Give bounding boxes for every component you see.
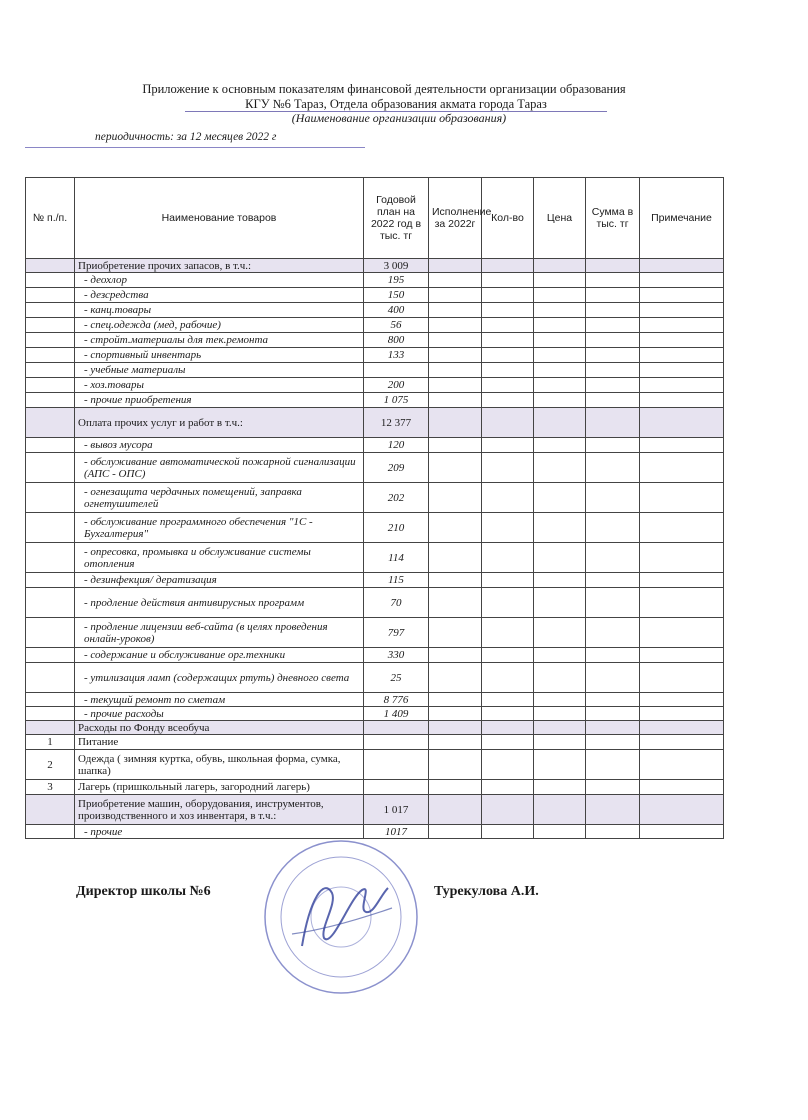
cell-quantity (482, 721, 534, 735)
table-row (26, 408, 724, 438)
cell-price (534, 648, 586, 663)
cell-quantity (482, 795, 534, 825)
cell-sum (586, 483, 640, 513)
cell-execution (429, 273, 482, 288)
cell-note (640, 483, 724, 513)
cell-sum (586, 721, 640, 735)
cell-quantity (482, 363, 534, 378)
cell-number (26, 825, 75, 839)
table-row (26, 735, 724, 750)
cell-quantity (482, 648, 534, 663)
cell-plan: 25 (364, 663, 429, 693)
col-header-name: Наименование товаров (75, 178, 364, 259)
cell-sum (586, 543, 640, 573)
cell-note (640, 588, 724, 618)
table-row (26, 693, 724, 707)
table-row (26, 780, 724, 795)
table-row (26, 333, 724, 348)
cell-quantity (482, 750, 534, 780)
cell-sum (586, 393, 640, 408)
cell-quantity (482, 663, 534, 693)
cell-plan: 8 776 (364, 693, 429, 707)
cell-price (534, 735, 586, 750)
cell-price (534, 707, 586, 721)
cell-execution (429, 318, 482, 333)
cell-name: - хоз.товары (75, 378, 364, 393)
cell-price (534, 408, 586, 438)
organization-name-text: КГУ №6 Тараз, Отдела образования акмата города Тараз (185, 97, 607, 112)
cell-quantity (482, 693, 534, 707)
cell-number (26, 721, 75, 735)
table-row (26, 378, 724, 393)
cell-name: - стройт.материалы для тек.ремонта (75, 333, 364, 348)
cell-sum (586, 438, 640, 453)
table-row (26, 825, 724, 839)
cell-number (26, 453, 75, 483)
cell-name: - опресовка, промывка и обслуживание системы отопления (75, 543, 364, 573)
cell-sum (586, 588, 640, 618)
col-header-quantity: Кол-во (482, 178, 534, 259)
cell-number (26, 259, 75, 273)
cell-note (640, 288, 724, 303)
cell-price (534, 438, 586, 453)
cell-note (640, 693, 724, 707)
cell-name: - содержание и обслуживание орг.техники (75, 648, 364, 663)
cell-price (534, 453, 586, 483)
cell-quantity (482, 333, 534, 348)
cell-plan: 3 009 (364, 259, 429, 273)
cell-sum (586, 259, 640, 273)
cell-execution (429, 483, 482, 513)
cell-sum (586, 780, 640, 795)
cell-number (26, 378, 75, 393)
cell-name: - прочие приобретения (75, 393, 364, 408)
col-header-execution: Исполнение за 2022г (429, 178, 482, 259)
cell-sum (586, 453, 640, 483)
cell-number: 2 (26, 750, 75, 780)
cell-name: Расходы по Фонду всеобуча (75, 721, 364, 735)
cell-execution (429, 438, 482, 453)
table-row (26, 750, 724, 780)
cell-name: - вывоз мусора (75, 438, 364, 453)
cell-number (26, 513, 75, 543)
cell-plan: 195 (364, 273, 429, 288)
cell-number (26, 288, 75, 303)
cell-execution (429, 363, 482, 378)
cell-quantity (482, 438, 534, 453)
cell-plan: 12 377 (364, 408, 429, 438)
organization-name (0, 97, 800, 112)
cell-note (640, 825, 724, 839)
cell-name: - продление действия антивирусных программ (75, 588, 364, 618)
cell-number (26, 408, 75, 438)
cell-quantity (482, 378, 534, 393)
cell-execution (429, 825, 482, 839)
cell-plan (364, 721, 429, 735)
cell-number (26, 707, 75, 721)
cell-quantity (482, 573, 534, 588)
cell-price (534, 288, 586, 303)
table-row (26, 588, 724, 618)
cell-price (534, 303, 586, 318)
cell-execution (429, 721, 482, 735)
cell-quantity (482, 780, 534, 795)
table-row (26, 795, 724, 825)
cell-plan: 133 (364, 348, 429, 363)
cell-plan: 56 (364, 318, 429, 333)
cell-price (534, 693, 586, 707)
table-row (26, 348, 724, 363)
cell-note (640, 318, 724, 333)
cell-quantity (482, 318, 534, 333)
cell-quantity (482, 408, 534, 438)
cell-name: Оплата прочих услуг и работ в т.ч.: (75, 408, 364, 438)
table-row (26, 573, 724, 588)
cell-plan: 115 (364, 573, 429, 588)
cell-plan: 330 (364, 648, 429, 663)
cell-number (26, 618, 75, 648)
cell-price (534, 348, 586, 363)
cell-plan: 70 (364, 588, 429, 618)
table-row (26, 393, 724, 408)
cell-note (640, 393, 724, 408)
cell-plan (364, 735, 429, 750)
cell-execution (429, 735, 482, 750)
document-title: Приложение к основным показателям финансовой деятельности организации образования (142, 82, 626, 96)
cell-plan: 114 (364, 543, 429, 573)
cell-quantity (482, 483, 534, 513)
cell-number (26, 363, 75, 378)
cell-name: Одежда ( зимняя куртка, обувь, школьная форма, сумка, шапка) (75, 750, 364, 780)
cell-quantity (482, 303, 534, 318)
cell-note (640, 438, 724, 453)
cell-execution (429, 333, 482, 348)
table-row (26, 543, 724, 573)
cell-execution (429, 543, 482, 573)
periodicity-underline (25, 147, 365, 148)
cell-execution (429, 707, 482, 721)
cell-plan: 800 (364, 333, 429, 348)
cell-number (26, 273, 75, 288)
cell-sum (586, 273, 640, 288)
cell-number: 1 (26, 735, 75, 750)
table-header-row (26, 178, 724, 259)
cell-price (534, 618, 586, 648)
cell-number (26, 333, 75, 348)
cell-quantity (482, 513, 534, 543)
cell-plan (364, 750, 429, 780)
cell-number (26, 795, 75, 825)
cell-sum (586, 573, 640, 588)
cell-sum (586, 288, 640, 303)
cell-number: 3 (26, 780, 75, 795)
cell-sum (586, 707, 640, 721)
cell-quantity (482, 393, 534, 408)
cell-number (26, 348, 75, 363)
cell-execution (429, 393, 482, 408)
cell-note (640, 259, 724, 273)
cell-name: - обслуживание программного обеспечения "1С - Бухгалтерия" (75, 513, 364, 543)
cell-price (534, 333, 586, 348)
cell-note (640, 780, 724, 795)
cell-name: - огнезащита чердачных помещений, заправка огнетушителей (75, 483, 364, 513)
cell-sum (586, 795, 640, 825)
table-row (26, 259, 724, 273)
table-row (26, 618, 724, 648)
cell-plan: 1 409 (364, 707, 429, 721)
director-name: Турекулова А.И. (434, 884, 539, 899)
cell-plan: 202 (364, 483, 429, 513)
cell-number (26, 648, 75, 663)
cell-name: Приобретение прочих запасов, в т.ч.: (75, 259, 364, 273)
cell-execution (429, 663, 482, 693)
cell-execution (429, 573, 482, 588)
cell-plan: 150 (364, 288, 429, 303)
cell-note (640, 707, 724, 721)
organization-caption: (Наименование организации образования) (291, 111, 507, 125)
cell-note (640, 378, 724, 393)
cell-number (26, 483, 75, 513)
table-row (26, 663, 724, 693)
cell-price (534, 825, 586, 839)
cell-sum (586, 378, 640, 393)
cell-note (640, 513, 724, 543)
cell-price (534, 663, 586, 693)
cell-name: Лагерь (пришкольный лагерь, загородний лагерь) (75, 780, 364, 795)
cell-sum (586, 735, 640, 750)
cell-name: - прочие (75, 825, 364, 839)
cell-execution (429, 780, 482, 795)
table-row (26, 513, 724, 543)
cell-note (640, 663, 724, 693)
cell-plan: 1017 (364, 825, 429, 839)
cell-name: - утилизация ламп (содержащих ртуть) дневного света (75, 663, 364, 693)
cell-execution (429, 288, 482, 303)
cell-name: - канц.товары (75, 303, 364, 318)
cell-plan: 209 (364, 453, 429, 483)
cell-number (26, 588, 75, 618)
cell-number (26, 693, 75, 707)
cell-quantity (482, 618, 534, 648)
col-header-number: № п./п. (26, 178, 75, 259)
cell-price (534, 588, 586, 618)
cell-execution (429, 513, 482, 543)
cell-plan: 400 (364, 303, 429, 318)
cell-note (640, 573, 724, 588)
cell-sum (586, 648, 640, 663)
cell-price (534, 795, 586, 825)
table-row (26, 648, 724, 663)
cell-plan: 1 075 (364, 393, 429, 408)
cell-number (26, 543, 75, 573)
cell-price (534, 780, 586, 795)
director-title: Директор школы №6 (76, 884, 211, 899)
cell-note (640, 721, 724, 735)
cell-plan (364, 363, 429, 378)
cell-note (640, 795, 724, 825)
cell-note (640, 453, 724, 483)
table-row (26, 288, 724, 303)
cell-name: Приобретение машин, оборудования, инструментов, производственного и хоз инвентаря, в т.ч.: (75, 795, 364, 825)
cell-price (534, 378, 586, 393)
cell-price (534, 543, 586, 573)
cell-plan: 200 (364, 378, 429, 393)
cell-note (640, 618, 724, 648)
cell-number (26, 663, 75, 693)
cell-sum (586, 318, 640, 333)
cell-price (534, 513, 586, 543)
col-header-plan: Годовой план на 2022 год в тыс. тг (364, 178, 429, 259)
cell-quantity (482, 588, 534, 618)
cell-quantity (482, 707, 534, 721)
cell-plan: 120 (364, 438, 429, 453)
table-row (26, 453, 724, 483)
cell-plan: 210 (364, 513, 429, 543)
cell-price (534, 318, 586, 333)
cell-note (640, 303, 724, 318)
cell-name: - продление лицензии веб-сайта (в целях проведения онлайн-уроков) (75, 618, 364, 648)
cell-price (534, 573, 586, 588)
cell-sum (586, 693, 640, 707)
cell-name: - дезсредства (75, 288, 364, 303)
table-row (26, 707, 724, 721)
cell-note (640, 735, 724, 750)
col-header-sum: Сумма в тыс. тг (586, 178, 640, 259)
cell-execution (429, 750, 482, 780)
table-body (26, 259, 724, 839)
cell-name: - дезинфекция/ дератизация (75, 573, 364, 588)
cell-number (26, 303, 75, 318)
table-row (26, 318, 724, 333)
cell-plan: 797 (364, 618, 429, 648)
table-row (26, 363, 724, 378)
cell-quantity (482, 825, 534, 839)
cell-sum (586, 663, 640, 693)
table-row (26, 721, 724, 735)
cell-quantity (482, 259, 534, 273)
cell-plan (364, 780, 429, 795)
col-header-price: Цена (534, 178, 586, 259)
cell-sum (586, 303, 640, 318)
cell-execution (429, 795, 482, 825)
official-stamp (262, 838, 420, 996)
table-row (26, 438, 724, 453)
cell-sum (586, 348, 640, 363)
cell-execution (429, 693, 482, 707)
cell-name: - учебные материалы (75, 363, 364, 378)
cell-sum (586, 408, 640, 438)
cell-name: - деохлор (75, 273, 364, 288)
cell-execution (429, 378, 482, 393)
cell-note (640, 333, 724, 348)
cell-name: - спец.одежда (мед, рабочие) (75, 318, 364, 333)
cell-price (534, 721, 586, 735)
cell-sum (586, 513, 640, 543)
cell-number (26, 438, 75, 453)
cell-note (640, 408, 724, 438)
cell-sum (586, 618, 640, 648)
cell-number (26, 393, 75, 408)
cell-note (640, 543, 724, 573)
cell-price (534, 483, 586, 513)
cell-name: - обслуживание автоматической пожарной сигнализации (АПС - ОПС) (75, 453, 364, 483)
cell-quantity (482, 288, 534, 303)
cell-name: Питание (75, 735, 364, 750)
cell-price (534, 363, 586, 378)
cell-quantity (482, 543, 534, 573)
table-row (26, 273, 724, 288)
cell-number (26, 573, 75, 588)
cell-execution (429, 259, 482, 273)
cell-note (640, 750, 724, 780)
cell-note (640, 648, 724, 663)
cell-name: - спортивный инвентарь (75, 348, 364, 363)
cell-quantity (482, 453, 534, 483)
cell-price (534, 273, 586, 288)
table-row (26, 483, 724, 513)
cell-price (534, 393, 586, 408)
cell-execution (429, 618, 482, 648)
cell-sum (586, 363, 640, 378)
cell-note (640, 348, 724, 363)
cell-number (26, 318, 75, 333)
cell-note (640, 273, 724, 288)
table-row (26, 303, 724, 318)
cell-quantity (482, 735, 534, 750)
cell-quantity (482, 273, 534, 288)
cell-sum (586, 825, 640, 839)
expense-table (25, 177, 724, 839)
cell-name: - прочие расходы (75, 707, 364, 721)
cell-execution (429, 303, 482, 318)
cell-execution (429, 588, 482, 618)
cell-note (640, 363, 724, 378)
cell-plan: 1 017 (364, 795, 429, 825)
cell-execution (429, 648, 482, 663)
col-header-note: Примечание (640, 178, 724, 259)
cell-price (534, 259, 586, 273)
cell-quantity (482, 348, 534, 363)
cell-sum (586, 333, 640, 348)
cell-price (534, 750, 586, 780)
cell-execution (429, 453, 482, 483)
periodicity: периодичность: за 12 месяцев 2022 г (95, 131, 277, 143)
cell-name: - текущий ремонт по сметам (75, 693, 364, 707)
cell-execution (429, 348, 482, 363)
cell-execution (429, 408, 482, 438)
cell-sum (586, 750, 640, 780)
